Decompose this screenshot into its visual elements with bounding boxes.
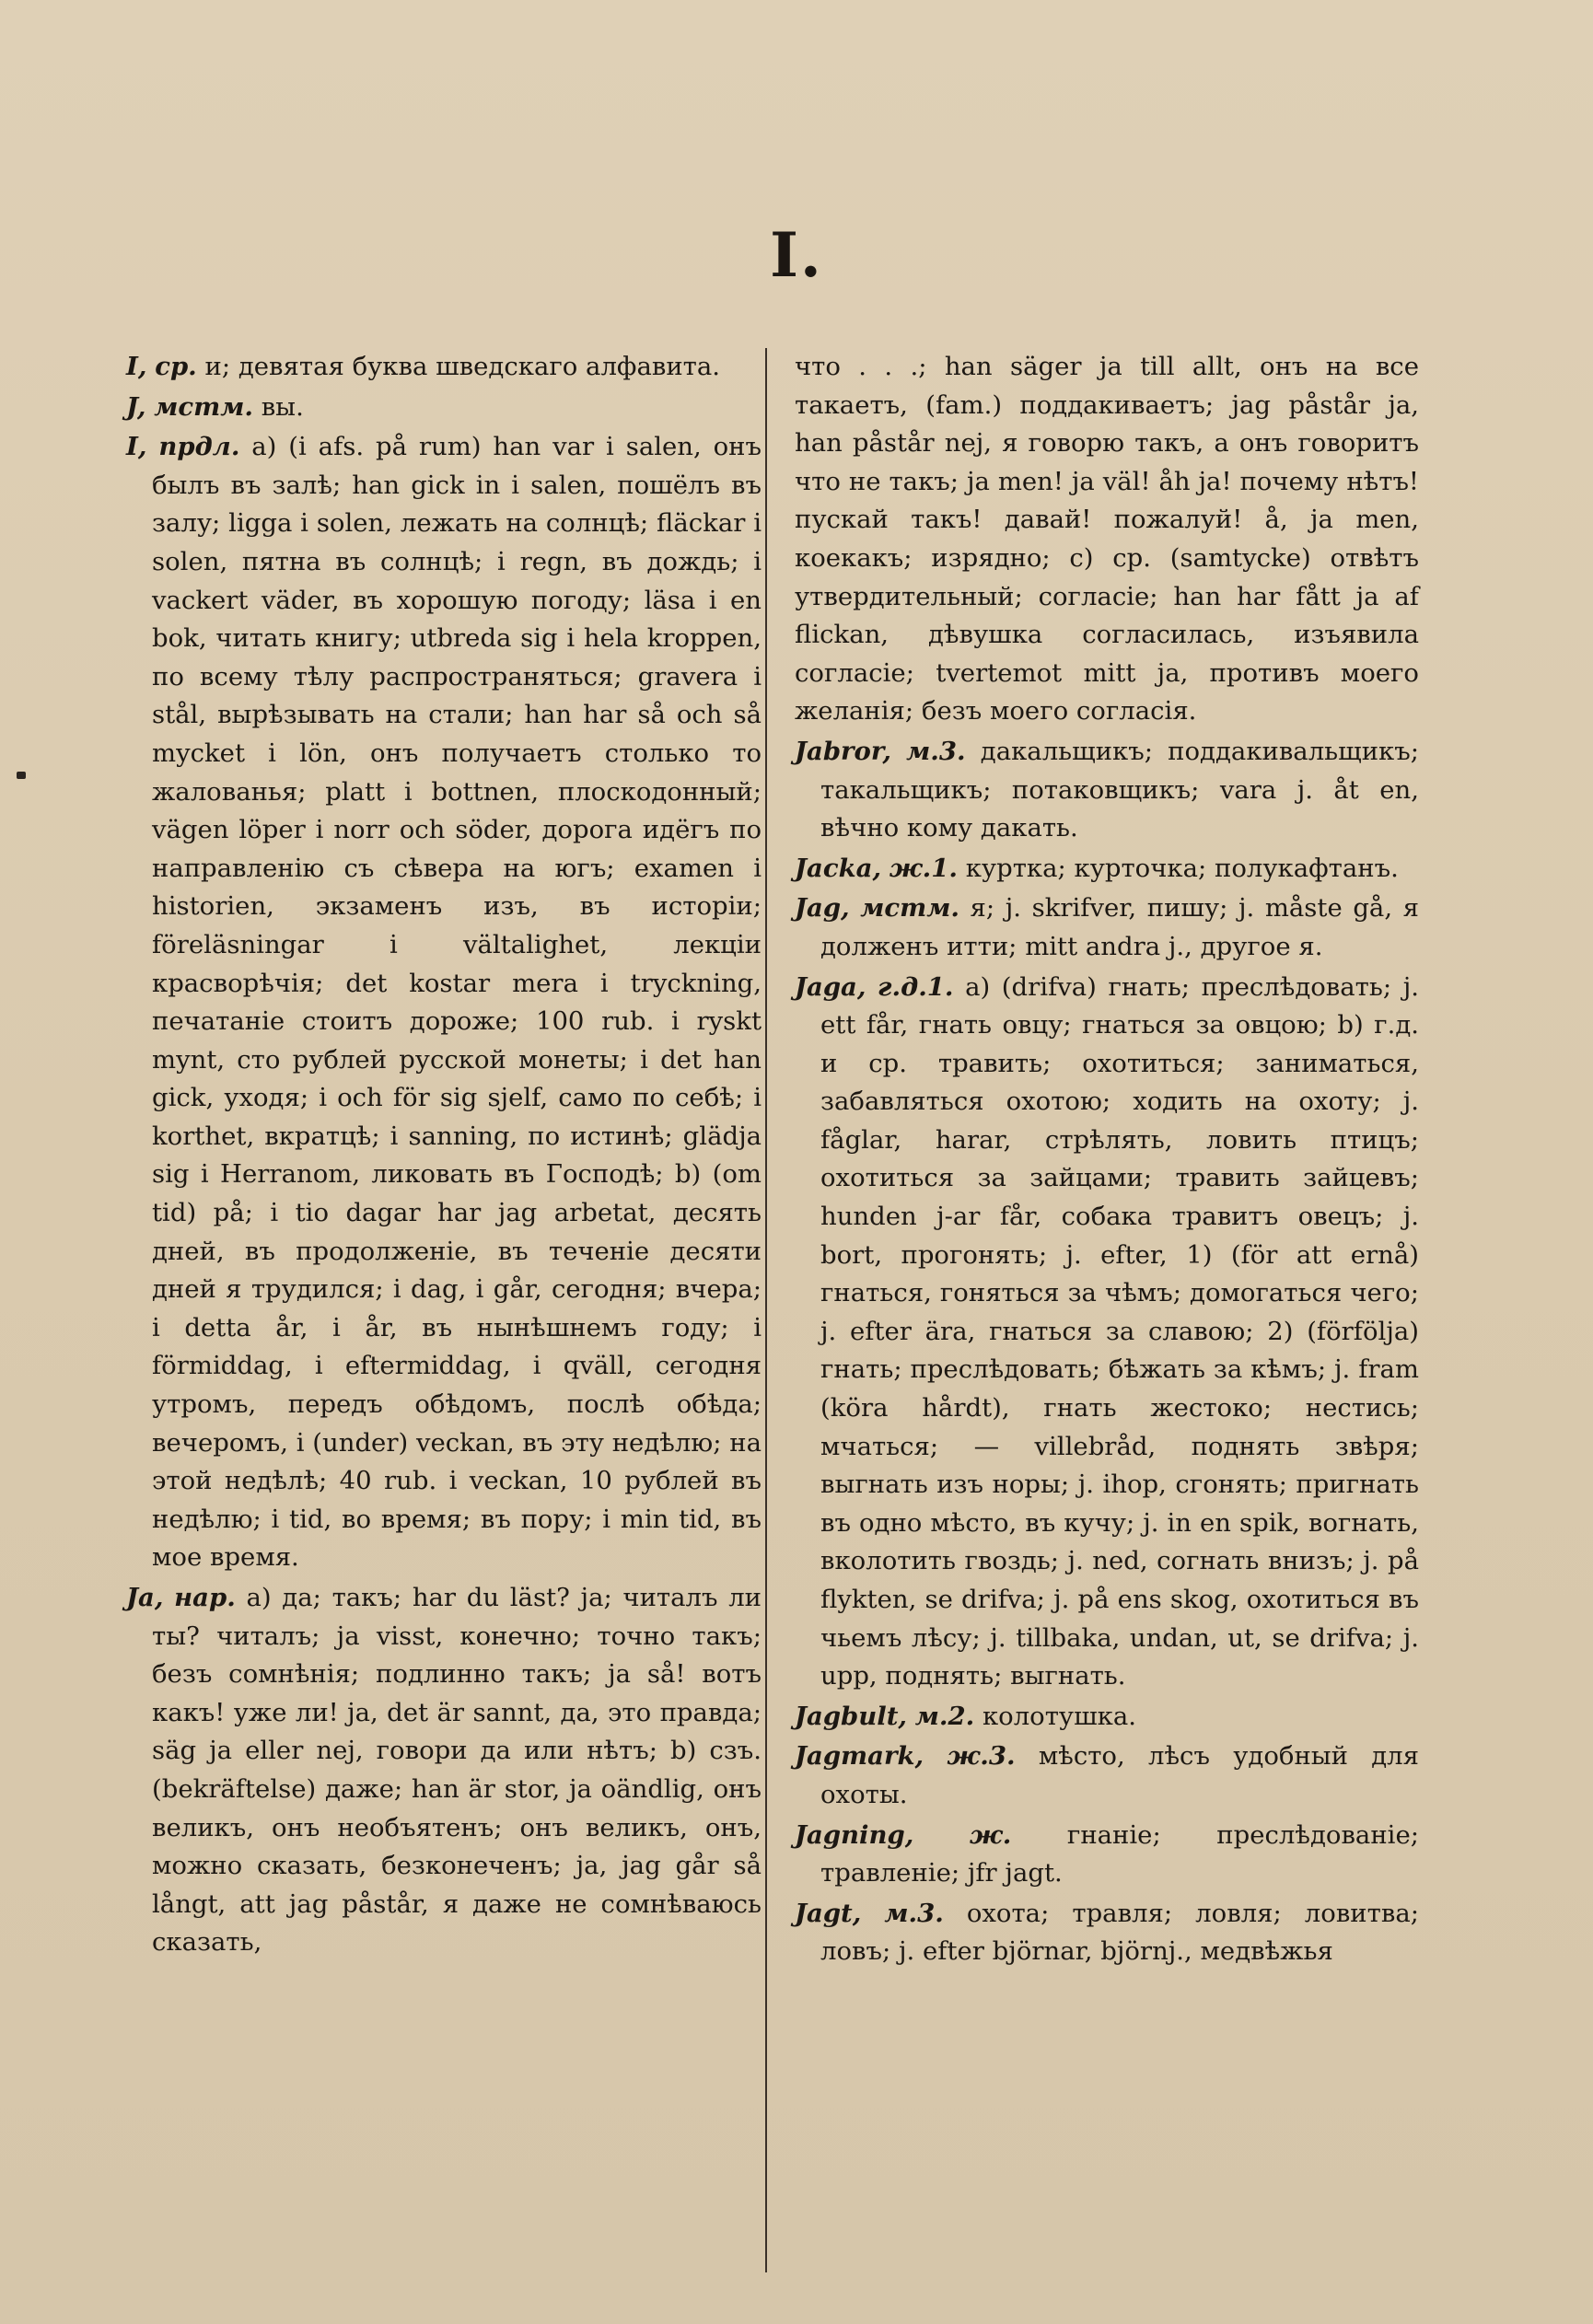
grammar-mark: м.2. xyxy=(914,1701,975,1731)
entry-text: и; девятая буква шведскаго алфавита. xyxy=(196,352,720,381)
margin-mark xyxy=(17,772,26,779)
dictionary-entry xyxy=(795,1698,1419,1737)
headword: Jagbult, xyxy=(795,1701,908,1731)
headword: I, xyxy=(126,352,147,381)
dictionary-entry xyxy=(795,850,1419,889)
headword: I, xyxy=(126,432,147,462)
entry-text: a) да; такъ; har du läst? ja; читалъ ли ты? читалъ; ja visst, конечно; точно такъ; безъ сомнѣнія; подлинно такъ; ja så! вотъ какъ! уже ли! ja, det är sannt, да, это правда; säg ja eller nej, говори да или нѣтъ; b) сзъ. (bekräftelse) даже; han är stor, ja oändlig, онъ великъ, онъ необъятенъ; онъ великъ, онъ, можно сказать, безконеченъ; ja, jag går så långt, att jag påstår, я даже не сомнѣваюсь сказать, xyxy=(152,1583,762,1958)
entry-text: мѣсто, лѣсъ удобный для охоты. xyxy=(820,1741,1420,1809)
entry-text: a) (i afs. på rum) han var i salen, онъ былъ въ залѣ; han gick in i salen, пошёлъ въ залу; ligga i solen, лежать на солнцѣ; fläckar i solen, пятна въ солнцѣ; i regn, въ дождь; i vackert väder, въ хорошую погоду; läsa i en bok, читать книгу; utbreda sig i hela kroppen, по всему тѣлу распространяться; gravera i stål, вырѣзывать на стали; han har så och så mycket i lön, онъ получаетъ столько то жалованья; platt i bottnen, плоскодонный; vägen löper i norr och söder, дорога идёгъ по направленію съ сѣвера на югъ; examen i historien, экзаменъ изъ, въ исторіи; föreläsningar i vältalighet, лекціи красворѣчія; det kostar mera i tryckning, печатаніе стоитъ дороже; 100 rub. i ryskt mynt, сто рублей русской монеты; i det han gick, уходя; i och för sig sjelf, само по себѣ; i korthet, вкратцѣ; i sanning, по истинѣ; glädja sig i Herranom, ликовать въ Господѣ; b) (om tid) på; i tio dagar har jag arbetat, десять дней, въ продолженіе, въ теченіе десяти дней я трудился; i dag, i går, сегодня; вчера; i detta år, i år, въ нынѣшнемъ году; i förmiddag, i eftermiddag, i qväll, сегодня утромъ, передъ обѣдомъ, послѣ обѣда; вечеромъ, i (under) veckan, въ эту недѣлю; на этой недѣлѣ; 40 rub. i veckan, 10 рублей въ недѣлю; i tid, во время; въ пору; i min tid, въ мое время. xyxy=(152,432,762,1573)
grammar-mark: ср. xyxy=(155,352,197,381)
headword: J, xyxy=(126,391,146,422)
dictionary-entry-continued xyxy=(795,348,1419,731)
entry-text: гнаніе; преслѣдованіе; травленіе; jfr jagt. xyxy=(820,1819,1419,1888)
entry-text: a) (drifva) гнать; преслѣдовать; j. ett får, гнать овцу; гнаться за овцою; b) г.д. и ср. травить; охотиться; заниматься, забавляться охотою; ходить на охоту; j. fåglar, harar, стрѣлять, ловить птицъ; охотиться за зайцами; травить зайцевъ; hunden j-ar får, собака травитъ овецъ; j. bort, прогонять; j. efter, 1) (för att ernå) гнаться, гоняться за чѣмъ; домогаться чего; j. efter ära, гнаться за славою; 2) (förfölja) гнать; преслѣдовать; бѣжать за кѣмъ; j. fram (köra hårdt), гнать жестоко; нестись; мчаться; — villebråd, поднять звѣря; выгнать изъ норы; j. ihop, сгонять; пригнать въ одно мѣсто, въ кучу; j. in en spik, вогнать, вколотить гвоздь; j. ned, согнать внизъ; j. på flykten, se drifva; j. på ens skog, охотиться въ чьемъ лѣсу; j. tillbaka, undan, ut, se drifva; j. upp, поднять; выгнать. xyxy=(820,971,1419,1691)
dictionary-entry xyxy=(126,428,762,1577)
grammar-mark: м.3. xyxy=(906,736,966,766)
entry-text: колотушка. xyxy=(974,1701,1136,1731)
headword: Jabror, xyxy=(795,736,891,766)
left-column xyxy=(126,348,762,1964)
headword: Ja, xyxy=(126,1583,164,1612)
headword: Jagmark, xyxy=(795,1741,924,1772)
grammar-mark: ж.1. xyxy=(889,853,958,883)
grammar-mark: ж.3. xyxy=(947,1741,1016,1772)
entry-text: куртка; курточка; полукафтанъ. xyxy=(957,853,1399,883)
headword: Jagt, xyxy=(795,1898,862,1928)
headword: Jacka, xyxy=(795,853,882,883)
dictionary-entry xyxy=(795,889,1419,966)
entry-text: что . . .; han säger ja till allt, онъ на все такаетъ, (fam.) поддакиваетъ; jag påstår ja, han påstår nej, я говорю такъ, а онъ говоритъ что не такъ; ja men! ja väl! åh ja! почему нѣтъ! пускай такъ! давай! пожалуй! å, ja men, коекакъ; изрядно; c) ср. (samtycke) отвѣтъ утвердительный; согласіе; han har fått ja af flickan, дѣвушка согласилась, изъявила согласіе; tvertemot mitt ja, противъ моего желанія; безъ моего согласія. xyxy=(795,352,1419,726)
dictionary-entry xyxy=(795,969,1419,1696)
dictionary-entry xyxy=(126,389,762,427)
grammar-mark: м.3. xyxy=(884,1898,944,1928)
column-divider xyxy=(765,348,767,2272)
dictionary-entry xyxy=(795,1817,1419,1893)
dictionary-entry xyxy=(126,348,762,387)
page-letter-heading: I. xyxy=(770,219,823,291)
entry-text: дакальщикъ; поддакивальщикъ; такальщикъ; потаковщикъ; vara j. åt en, вѣчно кому дакать. xyxy=(820,736,1419,843)
grammar-mark: прдл. xyxy=(158,432,240,462)
grammar-mark: мстм. xyxy=(860,893,959,924)
dictionary-entry xyxy=(795,1737,1419,1814)
grammar-mark: нар. xyxy=(174,1583,236,1612)
entry-text: вы. xyxy=(252,391,304,422)
headword: Jag, xyxy=(795,893,850,924)
headword: Jaga, xyxy=(795,971,866,1002)
entry-text: я; j. skrifver, пишу; j. måste gå, я долженъ итти; mitt andra j., другое я. xyxy=(820,893,1419,961)
dictionary-entry xyxy=(126,1579,762,1962)
dictionary-entry xyxy=(795,1895,1419,1971)
entry-text: охота; травля; ловля; ловитва; ловъ; j. efter björnar, björnj., медвѣжья xyxy=(820,1898,1419,1967)
grammar-mark: мстм. xyxy=(154,391,253,422)
grammar-mark: г.д.1. xyxy=(878,971,954,1002)
grammar-mark: ж. xyxy=(969,1819,1012,1850)
right-column xyxy=(795,348,1419,1973)
dictionary-entry xyxy=(795,733,1419,848)
headword: Jagning, xyxy=(795,1819,914,1850)
